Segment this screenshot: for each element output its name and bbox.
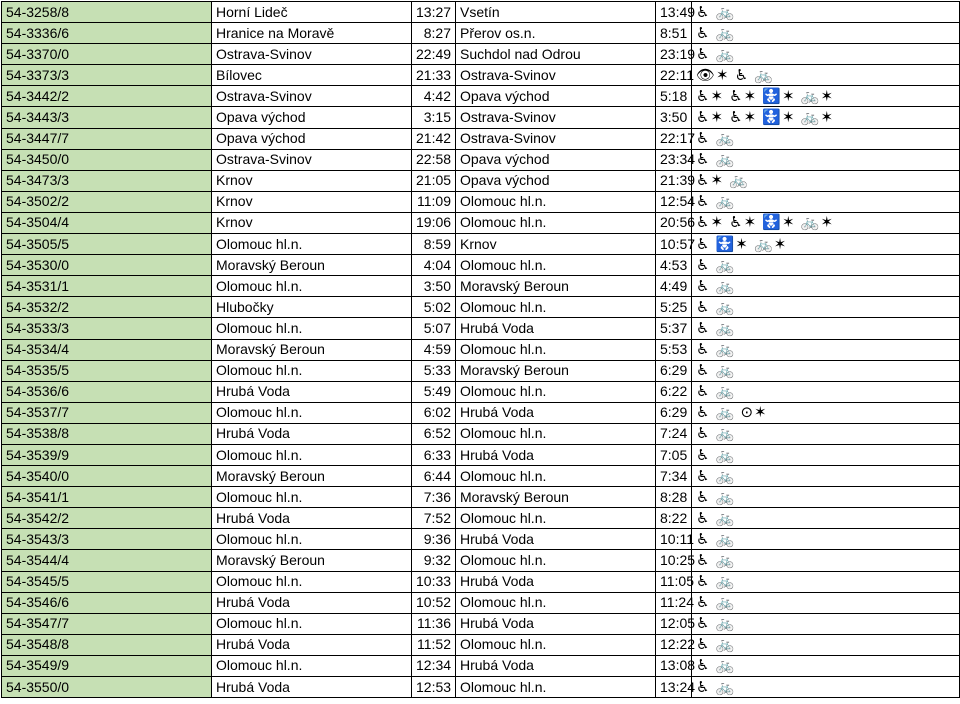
table-row xyxy=(2,529,960,550)
arrival-time-cell: 13:08 xyxy=(656,655,692,676)
train-number-cell: 54-3550/0 xyxy=(2,677,212,698)
table-row xyxy=(2,360,960,381)
departure-time-cell: 21:33 xyxy=(412,65,456,86)
origin-station-cell: Bílovec xyxy=(212,65,412,86)
departure-time-cell: 6:33 xyxy=(412,444,456,465)
service-icons-cell: ♿ 🚲 xyxy=(692,339,960,360)
train-number-cell: 54-3336/6 xyxy=(2,23,212,44)
arrival-time-cell: 23:19 xyxy=(656,44,692,65)
origin-station-cell: Moravský Beroun xyxy=(212,550,412,571)
train-number-cell: 54-3535/5 xyxy=(2,360,212,381)
arrival-time-cell: 6:22 xyxy=(656,381,692,402)
origin-station-cell: Moravský Beroun xyxy=(212,339,412,360)
origin-station-cell: Krnov xyxy=(212,170,412,191)
train-number-cell: 54-3540/0 xyxy=(2,466,212,487)
service-icons-cell: ♿✶ ♿✶ 🚼✶ 🚲✶ xyxy=(692,212,960,233)
table-row xyxy=(2,191,960,212)
arrival-time-cell: 4:53 xyxy=(656,255,692,276)
train-number-cell: 54-3533/3 xyxy=(2,318,212,339)
service-icons-cell: ♿ 🚲 xyxy=(692,613,960,634)
departure-time-cell: 12:53 xyxy=(412,677,456,698)
service-icons-cell: ♿ 🚲 xyxy=(692,318,960,339)
arrival-time-cell: 10:11 xyxy=(656,529,692,550)
arrival-time-cell: 8:28 xyxy=(656,487,692,508)
destination-station-cell: Hrubá Voda xyxy=(456,655,656,676)
departure-time-cell: 10:52 xyxy=(412,592,456,613)
table-row xyxy=(2,592,960,613)
arrival-time-cell: 12:05 xyxy=(656,613,692,634)
service-icons-cell: ♿ 🚲 xyxy=(692,191,960,212)
train-number-cell: 54-3537/7 xyxy=(2,402,212,423)
departure-time-cell: 4:04 xyxy=(412,255,456,276)
table-row xyxy=(2,212,960,233)
service-icons-cell: ♿ 🚲 xyxy=(692,128,960,149)
table-row xyxy=(2,65,960,86)
service-icons-cell: ♿ 🚲 xyxy=(692,529,960,550)
destination-station-cell: Opava východ xyxy=(456,149,656,170)
train-number-cell: 54-3544/4 xyxy=(2,550,212,571)
service-icons-cell: ♿ 🚲 xyxy=(692,508,960,529)
origin-station-cell: Olomouc hl.n. xyxy=(212,571,412,592)
table-row xyxy=(2,170,960,191)
service-icons-cell: ♿ 🚲 xyxy=(692,677,960,698)
arrival-time-cell: 7:24 xyxy=(656,423,692,444)
arrival-time-cell: 5:25 xyxy=(656,297,692,318)
service-icons-cell: ♿✶ 🚲 xyxy=(692,170,960,191)
arrival-time-cell: 22:11 xyxy=(656,65,692,86)
destination-station-cell: Hrubá Voda xyxy=(456,402,656,423)
destination-station-cell: Olomouc hl.n. xyxy=(456,634,656,655)
train-number-cell: 54-3505/5 xyxy=(2,234,212,255)
service-icons-cell: ♿ 🚲 xyxy=(692,23,960,44)
origin-station-cell: Olomouc hl.n. xyxy=(212,655,412,676)
train-number-cell: 54-3542/2 xyxy=(2,508,212,529)
departure-time-cell: 9:36 xyxy=(412,529,456,550)
train-number-cell: 54-3536/6 xyxy=(2,381,212,402)
table-row xyxy=(2,86,960,107)
train-number-cell: 54-3543/3 xyxy=(2,529,212,550)
table-row xyxy=(2,44,960,65)
service-icons-cell: ♿ 🚲 xyxy=(692,276,960,297)
table-row xyxy=(2,297,960,318)
table-row xyxy=(2,381,960,402)
arrival-time-cell: 4:49 xyxy=(656,276,692,297)
table-row xyxy=(2,466,960,487)
train-number-cell: 54-3541/1 xyxy=(2,487,212,508)
origin-station-cell: Olomouc hl.n. xyxy=(212,234,412,255)
table-row xyxy=(2,107,960,128)
train-number-cell: 54-3443/3 xyxy=(2,107,212,128)
arrival-time-cell: 23:34 xyxy=(656,149,692,170)
origin-station-cell: Ostrava-Svinov xyxy=(212,44,412,65)
arrival-time-cell: 8:51 xyxy=(656,23,692,44)
service-icons-cell: ♿ 🚲 xyxy=(692,44,960,65)
arrival-time-cell: 5:37 xyxy=(656,318,692,339)
destination-station-cell: Hrubá Voda xyxy=(456,613,656,634)
table-row xyxy=(2,444,960,465)
origin-station-cell: Olomouc hl.n. xyxy=(212,276,412,297)
train-number-cell: 54-3473/3 xyxy=(2,170,212,191)
departure-time-cell: 8:59 xyxy=(412,234,456,255)
destination-station-cell: Olomouc hl.n. xyxy=(456,592,656,613)
origin-station-cell: Hrubá Voda xyxy=(212,508,412,529)
service-icons-cell: ♿ 🚲 xyxy=(692,2,960,23)
departure-time-cell: 21:05 xyxy=(412,170,456,191)
destination-station-cell: Krnov xyxy=(456,234,656,255)
destination-station-cell: Hrubá Voda xyxy=(456,529,656,550)
destination-station-cell: Olomouc hl.n. xyxy=(456,381,656,402)
service-icons-cell: ♿ 🚲 xyxy=(692,466,960,487)
origin-station-cell: Olomouc hl.n. xyxy=(212,613,412,634)
departure-time-cell: 6:02 xyxy=(412,402,456,423)
origin-station-cell: Hrubá Voda xyxy=(212,592,412,613)
table-row xyxy=(2,128,960,149)
service-icons-cell: 👁✶ ♿ 🚲 xyxy=(692,65,960,86)
table-row xyxy=(2,255,960,276)
arrival-time-cell: 5:53 xyxy=(656,339,692,360)
origin-station-cell: Olomouc hl.n. xyxy=(212,444,412,465)
train-number-cell: 54-3530/0 xyxy=(2,255,212,276)
destination-station-cell: Moravský Beroun xyxy=(456,487,656,508)
destination-station-cell: Olomouc hl.n. xyxy=(456,297,656,318)
train-number-cell: 54-3258/8 xyxy=(2,2,212,23)
train-number-cell: 54-3548/8 xyxy=(2,634,212,655)
arrival-time-cell: 7:34 xyxy=(656,466,692,487)
origin-station-cell: Olomouc hl.n. xyxy=(212,487,412,508)
origin-station-cell: Krnov xyxy=(212,191,412,212)
service-icons-cell: ♿ 🚲 xyxy=(692,149,960,170)
origin-station-cell: Moravský Beroun xyxy=(212,466,412,487)
table-row xyxy=(2,402,960,423)
arrival-time-cell: 12:22 xyxy=(656,634,692,655)
departure-time-cell: 22:58 xyxy=(412,149,456,170)
destination-station-cell: Olomouc hl.n. xyxy=(456,550,656,571)
train-number-cell: 54-3447/7 xyxy=(2,128,212,149)
origin-station-cell: Opava východ xyxy=(212,128,412,149)
departure-time-cell: 8:27 xyxy=(412,23,456,44)
table-row xyxy=(2,423,960,444)
destination-station-cell: Olomouc hl.n. xyxy=(456,212,656,233)
destination-station-cell: Přerov os.n. xyxy=(456,23,656,44)
departure-time-cell: 21:42 xyxy=(412,128,456,149)
arrival-time-cell: 6:29 xyxy=(656,402,692,423)
table-row xyxy=(2,655,960,676)
destination-station-cell: Ostrava-Svinov xyxy=(456,107,656,128)
service-icons-cell: ♿ 🚲 ⊙✶ xyxy=(692,402,960,423)
table-row xyxy=(2,318,960,339)
arrival-time-cell: 13:49 xyxy=(656,2,692,23)
origin-station-cell: Hrubá Voda xyxy=(212,381,412,402)
service-icons-cell: ♿ 🚲 xyxy=(692,360,960,381)
train-number-cell: 54-3534/4 xyxy=(2,339,212,360)
origin-station-cell: Olomouc hl.n. xyxy=(212,318,412,339)
arrival-time-cell: 11:05 xyxy=(656,571,692,592)
arrival-time-cell: 7:05 xyxy=(656,444,692,465)
arrival-time-cell: 22:17 xyxy=(656,128,692,149)
table-row xyxy=(2,2,960,23)
destination-station-cell: Hrubá Voda xyxy=(456,318,656,339)
departure-time-cell: 5:02 xyxy=(412,297,456,318)
destination-station-cell: Olomouc hl.n. xyxy=(456,466,656,487)
train-number-cell: 54-3373/3 xyxy=(2,65,212,86)
destination-station-cell: Moravský Beroun xyxy=(456,360,656,381)
departure-time-cell: 13:27 xyxy=(412,2,456,23)
departure-time-cell: 5:07 xyxy=(412,318,456,339)
destination-station-cell: Opava východ xyxy=(456,170,656,191)
departure-time-cell: 6:44 xyxy=(412,466,456,487)
service-icons-cell: ♿ 🚲 xyxy=(692,444,960,465)
origin-station-cell: Hranice na Moravě xyxy=(212,23,412,44)
service-icons-cell: ♿ 🚲 xyxy=(692,592,960,613)
destination-station-cell: Olomouc hl.n. xyxy=(456,677,656,698)
departure-time-cell: 6:52 xyxy=(412,423,456,444)
service-icons-cell: ♿ 🚲 xyxy=(692,487,960,508)
table-row xyxy=(2,23,960,44)
arrival-time-cell: 6:29 xyxy=(656,360,692,381)
departure-time-cell: 19:06 xyxy=(412,212,456,233)
departure-time-cell: 22:49 xyxy=(412,44,456,65)
table-row xyxy=(2,613,960,634)
origin-station-cell: Opava východ xyxy=(212,107,412,128)
departure-time-cell: 10:33 xyxy=(412,571,456,592)
service-icons-cell: ♿ 🚲 xyxy=(692,255,960,276)
service-icons-cell: ♿ 🚲 xyxy=(692,423,960,444)
timetable-body xyxy=(2,2,960,698)
train-number-cell: 54-3531/1 xyxy=(2,276,212,297)
train-number-cell: 54-3547/7 xyxy=(2,613,212,634)
destination-station-cell: Ostrava-Svinov xyxy=(456,128,656,149)
table-row xyxy=(2,234,960,255)
departure-time-cell: 12:34 xyxy=(412,655,456,676)
arrival-time-cell: 3:50 xyxy=(656,107,692,128)
origin-station-cell: Hrubá Voda xyxy=(212,634,412,655)
service-icons-cell: ♿ 🚲 xyxy=(692,297,960,318)
train-number-cell: 54-3545/5 xyxy=(2,571,212,592)
service-icons-cell: ♿✶ ♿✶ 🚼✶ 🚲✶ xyxy=(692,86,960,107)
table-row xyxy=(2,276,960,297)
train-number-cell: 54-3370/0 xyxy=(2,44,212,65)
arrival-time-cell: 20:56 xyxy=(656,212,692,233)
table-row xyxy=(2,339,960,360)
origin-station-cell: Olomouc hl.n. xyxy=(212,529,412,550)
train-number-cell: 54-3538/8 xyxy=(2,423,212,444)
service-icons-cell: ♿✶ ♿✶ 🚼✶ 🚲✶ xyxy=(692,107,960,128)
departure-time-cell: 5:49 xyxy=(412,381,456,402)
origin-station-cell: Hrubá Voda xyxy=(212,677,412,698)
service-icons-cell: ♿ 🚼✶ 🚲✶ xyxy=(692,234,960,255)
destination-station-cell: Moravský Beroun xyxy=(456,276,656,297)
origin-station-cell: Horní Lideč xyxy=(212,2,412,23)
arrival-time-cell: 5:18 xyxy=(656,86,692,107)
arrival-time-cell: 12:54 xyxy=(656,191,692,212)
arrival-time-cell: 13:24 xyxy=(656,677,692,698)
service-icons-cell: ♿ 🚲 xyxy=(692,571,960,592)
origin-station-cell: Olomouc hl.n. xyxy=(212,402,412,423)
origin-station-cell: Hlubočky xyxy=(212,297,412,318)
departure-time-cell: 9:32 xyxy=(412,550,456,571)
train-number-cell: 54-3442/2 xyxy=(2,86,212,107)
table-row xyxy=(2,487,960,508)
table-row xyxy=(2,149,960,170)
destination-station-cell: Vsetín xyxy=(456,2,656,23)
destination-station-cell: Suchdol nad Odrou xyxy=(456,44,656,65)
train-number-cell: 54-3549/9 xyxy=(2,655,212,676)
train-number-cell: 54-3539/9 xyxy=(2,444,212,465)
table-row xyxy=(2,508,960,529)
service-icons-cell: ♿ 🚲 xyxy=(692,634,960,655)
departure-time-cell: 3:15 xyxy=(412,107,456,128)
arrival-time-cell: 21:39 xyxy=(656,170,692,191)
table-row xyxy=(2,634,960,655)
departure-time-cell: 7:36 xyxy=(412,487,456,508)
departure-time-cell: 3:50 xyxy=(412,276,456,297)
departure-time-cell: 5:33 xyxy=(412,360,456,381)
origin-station-cell: Olomouc hl.n. xyxy=(212,360,412,381)
service-icons-cell: ♿ 🚲 xyxy=(692,550,960,571)
timetable xyxy=(1,1,960,698)
table-row xyxy=(2,550,960,571)
service-icons-cell: ♿ 🚲 xyxy=(692,655,960,676)
origin-station-cell: Moravský Beroun xyxy=(212,255,412,276)
train-number-cell: 54-3502/2 xyxy=(2,191,212,212)
departure-time-cell: 7:52 xyxy=(412,508,456,529)
destination-station-cell: Olomouc hl.n. xyxy=(456,255,656,276)
destination-station-cell: Olomouc hl.n. xyxy=(456,508,656,529)
origin-station-cell: Hrubá Voda xyxy=(212,423,412,444)
table-row xyxy=(2,571,960,592)
destination-station-cell: Olomouc hl.n. xyxy=(456,423,656,444)
destination-station-cell: Opava východ xyxy=(456,86,656,107)
train-number-cell: 54-3504/4 xyxy=(2,212,212,233)
arrival-time-cell: 11:24 xyxy=(656,592,692,613)
destination-station-cell: Hrubá Voda xyxy=(456,571,656,592)
origin-station-cell: Krnov xyxy=(212,212,412,233)
train-number-cell: 54-3450/0 xyxy=(2,149,212,170)
train-number-cell: 54-3546/6 xyxy=(2,592,212,613)
origin-station-cell: Ostrava-Svinov xyxy=(212,86,412,107)
origin-station-cell: Ostrava-Svinov xyxy=(212,149,412,170)
destination-station-cell: Olomouc hl.n. xyxy=(456,191,656,212)
departure-time-cell: 11:09 xyxy=(412,191,456,212)
departure-time-cell: 11:52 xyxy=(412,634,456,655)
destination-station-cell: Olomouc hl.n. xyxy=(456,339,656,360)
departure-time-cell: 4:42 xyxy=(412,86,456,107)
table-row xyxy=(2,677,960,698)
departure-time-cell: 11:36 xyxy=(412,613,456,634)
service-icons-cell: ♿ 🚲 xyxy=(692,381,960,402)
destination-station-cell: Hrubá Voda xyxy=(456,444,656,465)
destination-station-cell: Ostrava-Svinov xyxy=(456,65,656,86)
arrival-time-cell: 10:25 xyxy=(656,550,692,571)
train-number-cell: 54-3532/2 xyxy=(2,297,212,318)
arrival-time-cell: 8:22 xyxy=(656,508,692,529)
arrival-time-cell: 10:57 xyxy=(656,234,692,255)
departure-time-cell: 4:59 xyxy=(412,339,456,360)
